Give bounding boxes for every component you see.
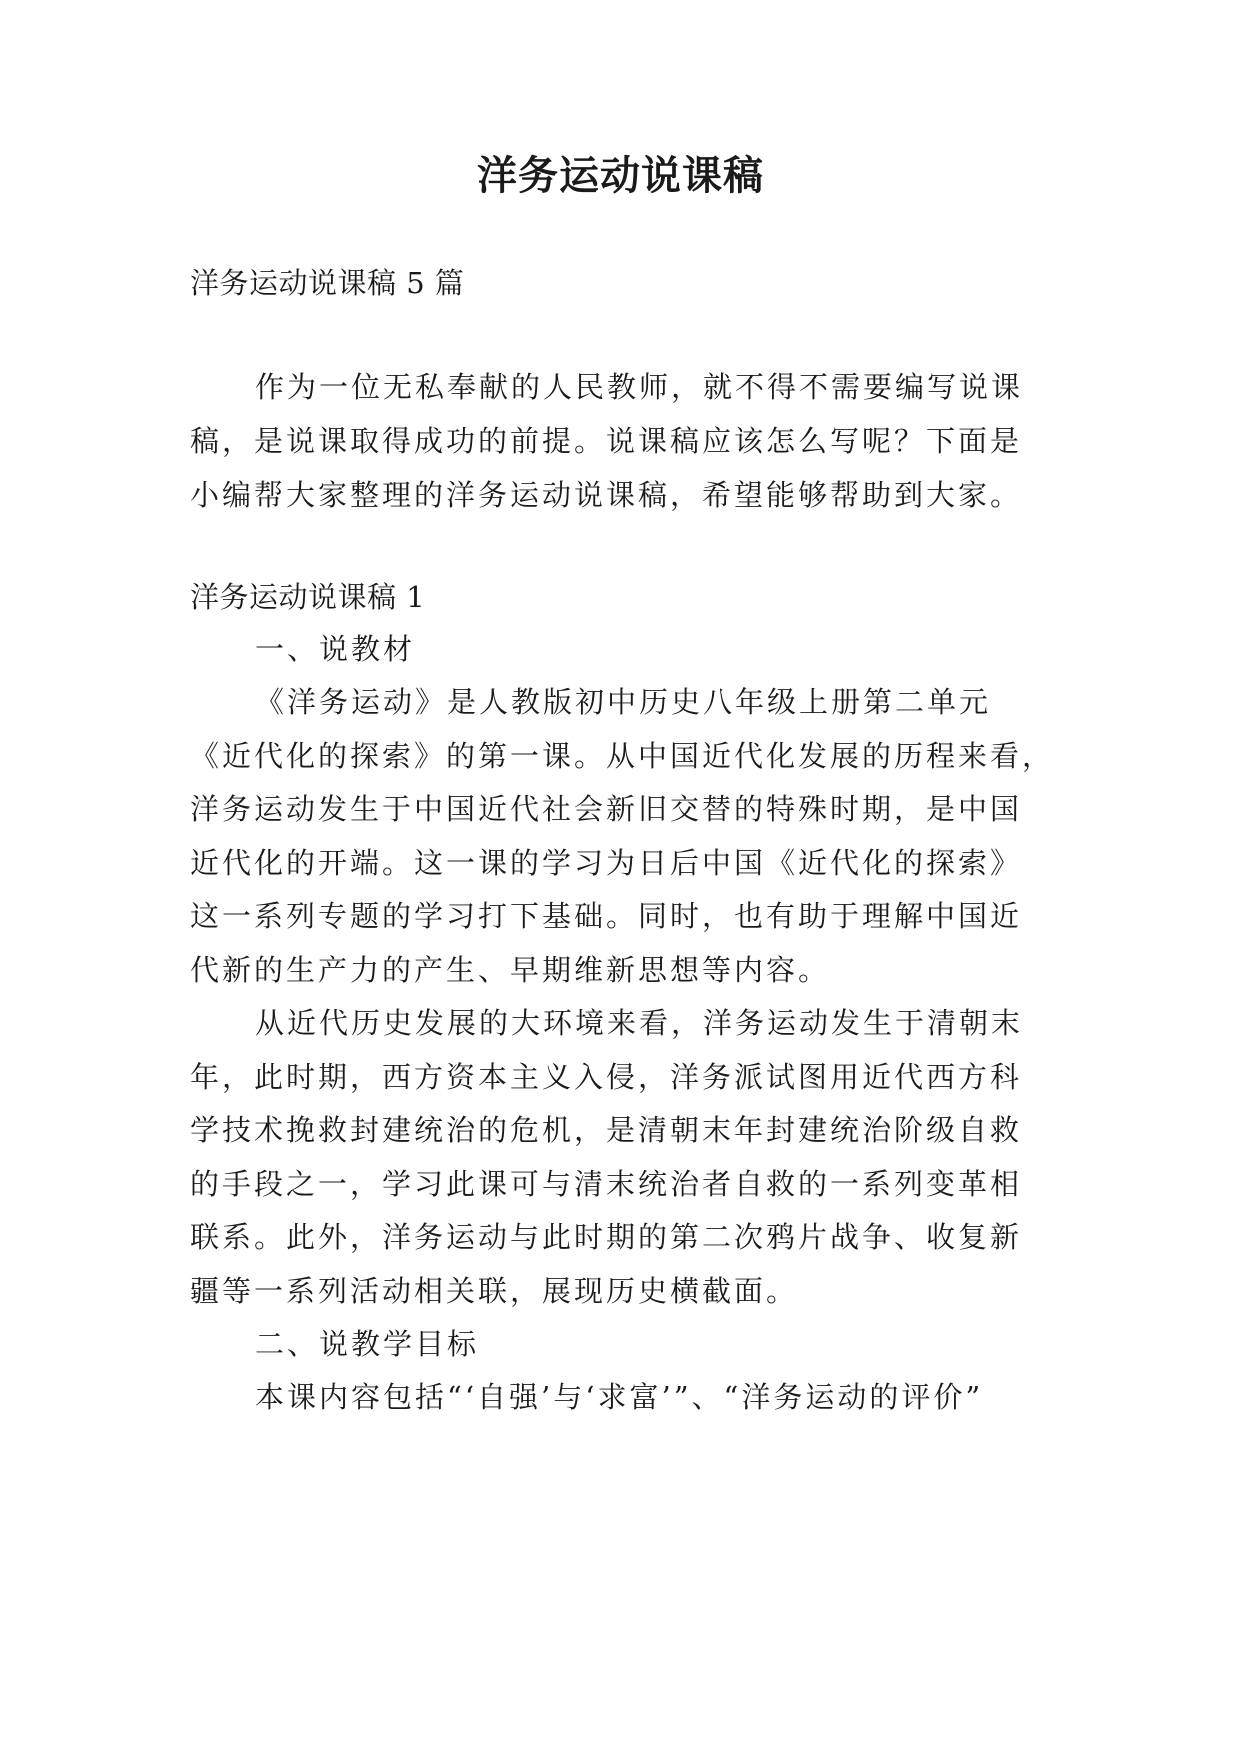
section-heading: 二、说教学目标: [255, 1327, 480, 1361]
intro-line: 小编帮大家整理的洋务运动说课稿，希望能够帮助到大家。: [190, 478, 1023, 512]
document-subtitle: 洋务运动说课稿 5 篇: [190, 266, 465, 300]
paragraph-line: 《洋务运动》是人教版初中历史八年级上册第二单元: [255, 685, 992, 719]
paragraph-line: 从近代历史发展的大环境来看，洋务运动发生于清朝末: [255, 1006, 1024, 1040]
paragraph-line: 近代化的开端。这一课的学习为日后中国《近代化的探索》: [190, 846, 1023, 880]
paragraph-line: 联系。此外，洋务运动与此时期的第二次鸦片战争、收复新: [190, 1220, 1023, 1254]
paragraph-line: 《近代化的探索》的第一课。从中国近代化发展的历程来看，: [190, 739, 1055, 773]
paragraph-line: 洋务运动发生于中国近代社会新旧交替的特殊时期，是中国: [190, 792, 1023, 826]
intro-line: 稿，是说课取得成功的前提。说课稿应该怎么写呢？下面是: [190, 424, 1023, 458]
paragraph-line: 年，此时期，西方资本主义入侵，洋务派试图用近代西方科: [190, 1060, 1023, 1094]
intro-line: 作为一位无私奉献的人民教师，就不得不需要编写说课: [255, 370, 1024, 404]
section-heading: 一、说教材: [255, 632, 416, 666]
paragraph-line: 学技术挽救封建统治的危机，是清朝末年封建统治阶级自救: [190, 1113, 1023, 1147]
paragraph-line: 的手段之一，学习此课可与清末统治者自救的一系列变革相: [190, 1167, 1023, 1201]
paragraph-line: 代新的生产力的产生、早期维新思想等内容。: [190, 953, 831, 987]
section-title: 洋务运动说课稿 1: [190, 580, 426, 614]
paragraph-line: 本课内容包括“‘自强’与‘求富’”、“洋务运动的评价”: [255, 1380, 984, 1414]
paragraph-line: 这一系列专题的学习打下基础。同时，也有助于理解中国近: [190, 899, 1023, 933]
document-title: 洋务运动说课稿: [477, 152, 764, 199]
paragraph-line: 疆等一系列活动相关联，展现历史横截面。: [190, 1274, 799, 1308]
